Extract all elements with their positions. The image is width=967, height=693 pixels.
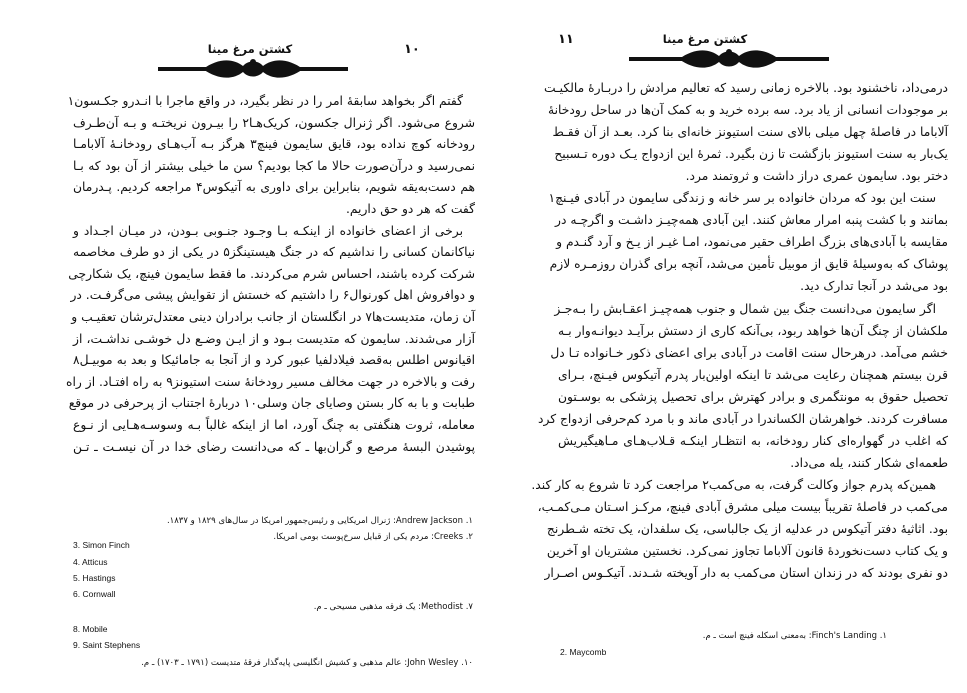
- footnote: ۱۰. John Wesley: عالم مذهبی و کشیش انگلیسی پایه‌گذار فرقهٔ متدیست (۱۷۹۱ ـ ۱۷۰۳) ـ م.: [141, 658, 473, 668]
- header-ornament-icon: [629, 48, 829, 70]
- text-line: معامله، ثروت هنگفتی به چنگ آورد، اما از اینکه غالباً بـه وسوسـه‌هـایی از نـوع: [73, 418, 475, 432]
- footnote: 6. Cornwall: [73, 589, 116, 599]
- right-page: [483, 0, 967, 693]
- text-line: یک‌بار به سنت استیونز بازگشت تا زن بگیرد. ثمرهٔ این ازدواج یـک دوره تـسبیح: [554, 147, 948, 162]
- text-line: رفت و بالاخره در جهت مخالف مسیر رودخانهٔ سنت استیونز۹ به راه افتـاد. از راه: [66, 374, 475, 389]
- text-line: بر موجودات انسانی از یاد برد. سه برده خرید و به کمک آن‌ها در ساحل رودخانهٔ: [547, 103, 948, 118]
- running-title: کشتن مرغ مینا: [207, 42, 293, 56]
- text-line: اقیانوس اطلس به‌قصد فیلادلفیا عبور کرد و از آنجا به جامائیکا و بعد به موبیـل۸: [73, 353, 475, 368]
- text-line: پوشاک که به‌وسیلهٔ قایق از موبیل تأمین می‌شد، آنچه برای گذران روزمـره لازم: [549, 257, 948, 272]
- text-line: سنت این بود که مردان خانواده بر سر خانه و زندگی سایمون در آبادی فیـنچ۱: [548, 191, 936, 206]
- text-line: بود. اثاثیهٔ دفتر آتیکوس در عدلیه از یک جالباسی، یک سلفدان، یک تخته شـطرنج: [546, 522, 948, 536]
- text-line: تحصیل حقوق به مونتگمری و برادر کهترش برای تحصیل پزشکی به بوسـتون: [558, 389, 948, 404]
- text-line: می‌کمب در فاصلهٔ تقریباً بیست میلی مشرق آبادی فینچ، مرکـز اسـتان مـی‌کمـب،: [537, 499, 948, 514]
- page-number: ۱۱: [558, 32, 574, 47]
- left-page: [0, 0, 483, 693]
- text-line: گفت که هر دو حق داریم.: [345, 202, 475, 216]
- text-line: پوشیدن البسهٔ مرصع و گران‌بها ـ که می‌دانست رضای خدا در آن نیسـت ـ تـن: [73, 439, 475, 454]
- text-line: همین‌که پدرم جواز وکالت گرفت، به می‌کمب۲ مراجعت کرد تا شروع به کار کند.: [531, 477, 936, 492]
- text-line: مقایسه با آبادی‌های بزرگ اطراف حقیر می‌نمود، امـا غیـر از یـخ و آرد گنـدم و: [556, 235, 948, 250]
- text-line: نمی‌رسید و درآن‌صورت حالا ما کجا بودیم؟ سن ما خیلی بیشتر از آن بود که بـا: [73, 158, 475, 173]
- footnote: ۱. Finch's Landing: به‌معنی اسکله فینچ است ـ م.: [702, 631, 887, 641]
- text-line: شروع می‌شود. اگر ژنرال جکسون، کریک‌هـا۲ را بیـرون نریختـه و بـه آن‌طـرف: [73, 115, 475, 130]
- text-line: اگر سایمون می‌دانست جنگ بین شمال و جنوب همه‌چیـز اعقـابش را بـه‌جـز: [554, 301, 936, 316]
- text-line: هم دست‌به‌یقه شویم، بنابراین برای داوری به آتیکوس۴ مراجعه کردیم. پـدرمان: [73, 180, 475, 195]
- text-line: ملکشان از چنگ آن‌ها خواهد ربود، بی‌آنکه کاری از دستش برآیـد دیوانـه‌وار بـه: [558, 323, 948, 338]
- text-line: مسافرت کردند. خواهرشان الکساندرا در آبادی ماند و با مرد کم‌حرفی ازدواج کرد: [537, 411, 948, 426]
- text-line: برخی از اعضای خانواده از اینکـه بـا وجـود جنـوبی بـودن، در میـان اجـداد و: [73, 223, 463, 238]
- footnote: ۷. Methodist: یک فرقه مذهبی مسیحی ـ م.: [313, 602, 473, 612]
- footnote: 9. Saint Stephens: [73, 640, 141, 650]
- text-line: طعمه‌ای شکار کنند، یله می‌داد.: [790, 455, 948, 470]
- text-line: بمانند و با کشت پنبه امرار معاش کنند. این آبادی همه‌چیـز داشـت و اگرچـه در: [555, 213, 948, 228]
- text-line: که اغلب در گهواره‌ای کنار رودخانه، به انتظـار اینکـه قـلاب‌هـای مـاهیگیریش: [558, 433, 948, 448]
- text-line: آلاباما در فاصلهٔ چهل میلی بالای سنت استیونز خانه‌ای بنا کرد. بعـد از آن فقـط: [552, 125, 948, 140]
- footnote: 3. Simon Finch: [73, 540, 130, 550]
- text-line: دو نفری بودند که در زندان استان می‌کمب به دار آویخته شـدند. آتیکـوس اصـرار: [544, 566, 948, 581]
- text-line: آن زمان، متدیست‌ها۷ در انگلستان از جانب برادران دینی معتدل‌ترشان تعقیـب و: [71, 310, 475, 324]
- text-line: طبابت و با به کار بستن وصایای جان وسلی۱۰ دربارهٔ اجتناب از پرحرفی در موقع: [68, 396, 475, 411]
- footnote: ۲. Creeks: مردم یکی از قبایل سرخ‌پوست بومی امریکا.: [273, 532, 473, 542]
- text-line: قرن بیستم همچنان رعایت می‌شد تا اینکه اولین‌بار پدرم آتیکوس فیـنچ، بـرای: [558, 367, 948, 382]
- text-line: نیاکانمان کسانی را نداشیم که در جنگ هیستینگز۵ در یکی از دو طرف مخاصمه: [73, 245, 475, 260]
- page-number: ۱۰: [404, 42, 420, 57]
- running-title: کشتن مرغ مینا: [662, 32, 748, 46]
- text-line: خشم می‌آمد. درهرحال سنت اقامت در آبادی برای اعضای ذکور خـانواده تـا دل: [550, 345, 948, 360]
- text-line: درمی‌داد، ناخشنود بود. بالاخره زمانی رسید که تعالیم مرادش را دربـارهٔ مالکیـت: [543, 81, 948, 95]
- text-line: رودخانه کوچ نداده بود، قایق سایمون فینچ۳ هرگز بـه آب‌هـای رودخانـهٔ آلابامـا: [73, 137, 475, 152]
- footnote: 5. Hastings: [73, 573, 116, 583]
- footnote: 2. Maycomb: [560, 647, 607, 657]
- footnote: ۱. Andrew Jackson: ژنرال امریکایی و رئیس‌جمهور امریکا در سال‌های ۱۸۲۹ و ۱۸۳۷.: [166, 516, 473, 526]
- text-line: و دوافروش اهل کورنوال۶ را داشتیم که خستش از تقوایش پیشی می‌گرفـت. در: [70, 288, 475, 303]
- text-line: آزار می‌شدند. سایمون که متدیست بـود و از ایـن وضـع دل خوشـی نداشـت، از: [73, 331, 475, 346]
- text-line: شرکت کرده باشند، احساس شرم می‌کردند. ما فقط سایمون فینچ، یک شکارچی: [68, 266, 475, 281]
- text-line: دختر بود. سایمون عمری دراز داشت و ثروتمند مرد.: [685, 169, 948, 184]
- header-ornament-icon: [158, 58, 348, 80]
- footnote: 8. Mobile: [73, 624, 108, 634]
- text-line: و یک کتاب دست‌نخوردهٔ قانون آلاباما تجاوز نمی‌کرد. نخستین مشتریان او آخرین: [546, 544, 948, 559]
- footnote: 4. Atticus: [73, 557, 108, 567]
- text-line: بود می‌شد در آنجا تدارک دید.: [800, 279, 948, 294]
- text-line: گفتم اگر بخواهد سابقهٔ امر را در نظر بگیرد، در واقع ماجرا با انـدرو جکـسون۱: [67, 94, 463, 108]
